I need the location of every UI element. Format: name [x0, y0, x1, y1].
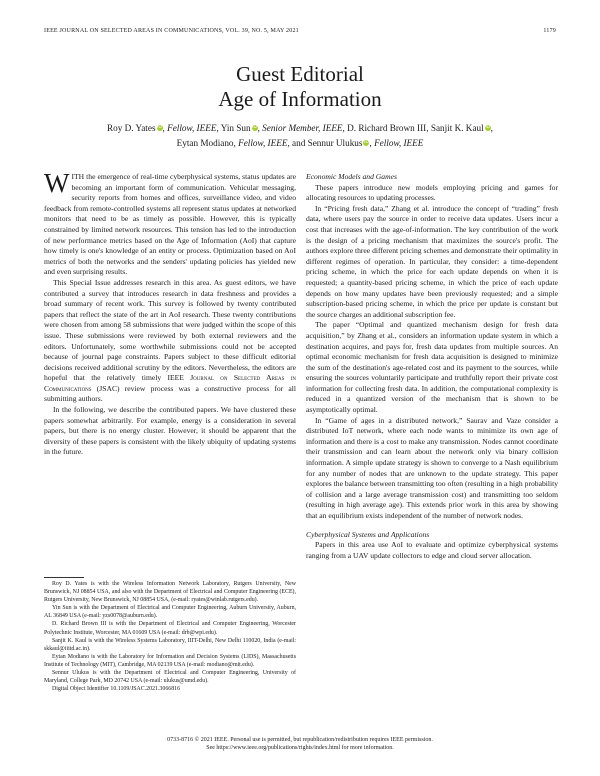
section-heading: Cyberphysical Systems and Applications	[306, 529, 430, 539]
right-column	[306, 172, 558, 561]
orcid-icon[interactable]: iD	[364, 140, 369, 145]
page-number: 1179	[543, 28, 556, 34]
orcid-icon[interactable]: iD	[485, 125, 491, 130]
body-paragraph: These papers introduce new models employing pricing and games for allocating resources to updating processes.	[306, 182, 558, 203]
left-column	[44, 168, 296, 458]
author: Roy D. Yates iD, Fellow, IEEE	[107, 123, 217, 133]
rights-link-line[interactable]: See https://www.ieee.org/publications/rights/index.html for more information.	[206, 745, 394, 751]
journal-name: IEEE Journal on Selected Areas in Communications	[44, 373, 296, 393]
affiliation-footnotes	[44, 577, 296, 693]
footnote: Eytan Modiano is with the Laboratory for Information and Decision Systems (LIDS), Massachusetts Institute of Technology (MIT), Cambridge, MA 02139 USA (e-mail: modiano@mit.edu).	[44, 653, 296, 668]
journal-header: IEEE JOURNAL ON SELECTED AREAS IN COMMUNICATIONS, VOL. 39, NO. 5, MAY 2021	[44, 28, 299, 34]
copyright-notice	[0, 736, 600, 752]
footnote: D. Richard Brown III is with the Department of Electrical and Computer Engineering, Worcester Polytechnic Institute, Worcester, MA 01609 USA (e-mail: drb@wpi.edu).	[44, 621, 296, 636]
footnote: Sennur Ulukus is with the Department of Electrical and Computer Engineering, University of Maryland, College Park, MD 20742 USA (e-mail: ulukus@umd.edu).	[44, 670, 296, 685]
running-header	[44, 28, 556, 38]
author: Eytan Modiano, Fellow, IEEE	[176, 138, 288, 148]
body-paragraph: This Special Issue addresses research in this area. As guest editors, we have contributed a survey that introduces research in data freshness and provides a broad summary of recent work. This survey is followed by twenty contributed papers that reflect the state of the art in AoI research. These twenty contributions were chosen from among 58 submissions that were judged within the scope of this issue. These submissions were reviewed by both external reviewers and the editors. Unfortunately, some worthwhile submissions could not be accepted because of journal page constraints. Papers subject to these difficult editorial decisions received additional scrutiny by the editors. Nevertheless, the editors are hopeful that the relatively timely IEEE Journal on Selected Areas in Communications (JSAC) review process was a constructive process for all submitting authors.	[44, 277, 296, 404]
body-paragraph: In “Game of ages in a distributed network,” Saurav and Vaze consider a distributed IoT network, where each node wants to minimize its own age of information and there is a cost to make any transmission. Nodes cannot coordinate their transmission and can learn about the network only via binary collision information. A simple update strategy is shown to converge to a Nash equilibrium for any number of nodes that are unknown to the update strategy. This paper explores the balance between transmitting too often (resulting in a high probability of collision and a large average transmission cost) and transmitting too seldom (resulting in high average age). This extends prior work in this area by showing that an equilibrium exists independent of the number of network nodes.	[306, 415, 558, 520]
footnote: Yin Sun is with the Department of Electrical and Computer Engineering, Auburn University, Auburn, AL 36849 USA (e-mail: yzs0078@auburn.edu).	[44, 605, 296, 620]
title-line-2: Age of Information	[218, 87, 382, 111]
footnote: Sanjit K. Kaul is with the Wireless Systems Laboratory, IIIT-Delhi, New Delhi 110020, India (e-mail: skkaul@iiitd.ac.in).	[44, 637, 296, 652]
body-paragraph: In the following, we describe the contributed papers. We have clustered these papers somewhat arbitrarily. For example, energy is a consideration in several papers, but there is no energy cluster. However, it should be apparent that the diversity of these papers is consistent with the likely ubiquity of updating systems in the future.	[44, 405, 296, 457]
section-heading: Economic Models and Games	[306, 172, 397, 181]
orcid-icon[interactable]: iD	[252, 125, 257, 130]
intro-paragraph: WITH the emergence of real-time cyberphysical systems, status updates are becoming an important form of communication. Vehicular messaging, security reports from homes and offices, surveillance video, and video feedback from remote-controlled systems all represent status updates at networked monitors that need to be as timely as possible. However, this is typically constrained by limited network resources. This tension has led to the introduction of new performance metrics based on the Age of Information (AoI) that capture how timely is one's knowledge of an entity or process. Optimization based on AoI metrics of both the networks and the senders' updating policies has yielded new and even surprising results.	[44, 168, 296, 277]
title-line-1: Guest Editorial	[236, 62, 364, 86]
body-paragraph: The paper “Optimal and quantized mechanism design for fresh data acquisition,” by Zhang et al., considers an information update system in which a destination acquires, and pays for, fresh data updates from multiple sources. An optimal economic mechanism for fresh data acquisition is designed to minimize the sum of the destination's age-related cost and its payment to the sources, while ensuring the sources voluntarily participate and truthfully report their private cost information for collecting fresh data. In addition, the computational complexity is reduced in a quantized version of the mechanism that is shown to be asymptotically optimal.	[306, 320, 558, 415]
author: Sanjit K. Kaul iD	[430, 123, 491, 133]
body-paragraph: In “Pricing fresh data,” Zhang et al. introduce the concept of “trading” fresh data, where users pay the source in order to receive data updates. Users incur a cost that increases with the age-of-information. The key contribution of the work is the design of a pricing mechanism that maximizes the source's profit. The authors explore three different pricing schemes and demonstrate their optimality in different regimes of operation. In particular, they consider: a time-dependent pricing scheme, in which the price for each update depends on when it is requested; a quantity-based pricing scheme, in which the price of each update depends on how many updates have been previously requested; and a simple subscription-based pricing scheme, in which the price per update is constant but the source charges an additional subscription fee.	[306, 203, 558, 319]
body-paragraph: Papers in this area use AoI to evaluate and optimize cyberphysical systems ranging from a UAV update collectors to edge and cloud server allocation.	[306, 540, 558, 560]
author: Yin Sun iD, Senior Member, IEEE	[220, 123, 343, 133]
footnote: Roy D. Yates is with the Wireless Information Network Laboratory, Rutgers University, New Brunswick, NJ 08854 USA, and also with the Department of Electrical and Computer Engineering (ECE), Rutgers University, New Brunswick, NJ 08854 USA, (e-mail: ryates@winlab.rutgers.edu).	[44, 581, 296, 604]
copyright-line: 0733-8716 © 2021 IEEE. Personal use is permitted, but republication/redistribution requires IEEE permission.	[167, 737, 433, 743]
author: D. Richard Brown III	[347, 123, 427, 133]
doi[interactable]: Digital Object Identifier 10.1109/JSAC.2021.3066816	[52, 686, 181, 693]
author: Sennur Ulukus iD, Fellow, IEEE	[307, 138, 424, 148]
author-list: Roy D. Yates iD, Fellow, IEEE, Yin Sun iD, Senior Member, IEEE, D. Richard Brown III, Sanjit K. Kaul iD, Eytan Modiano, Fellow, IEEE, and Sennur Ulukus iD, Fellow, IEEE	[107, 123, 493, 148]
footnote-rule	[44, 577, 84, 578]
orcid-icon[interactable]: iD	[157, 125, 162, 130]
drop-cap: W	[44, 168, 70, 198]
paper-title	[0, 62, 600, 112]
